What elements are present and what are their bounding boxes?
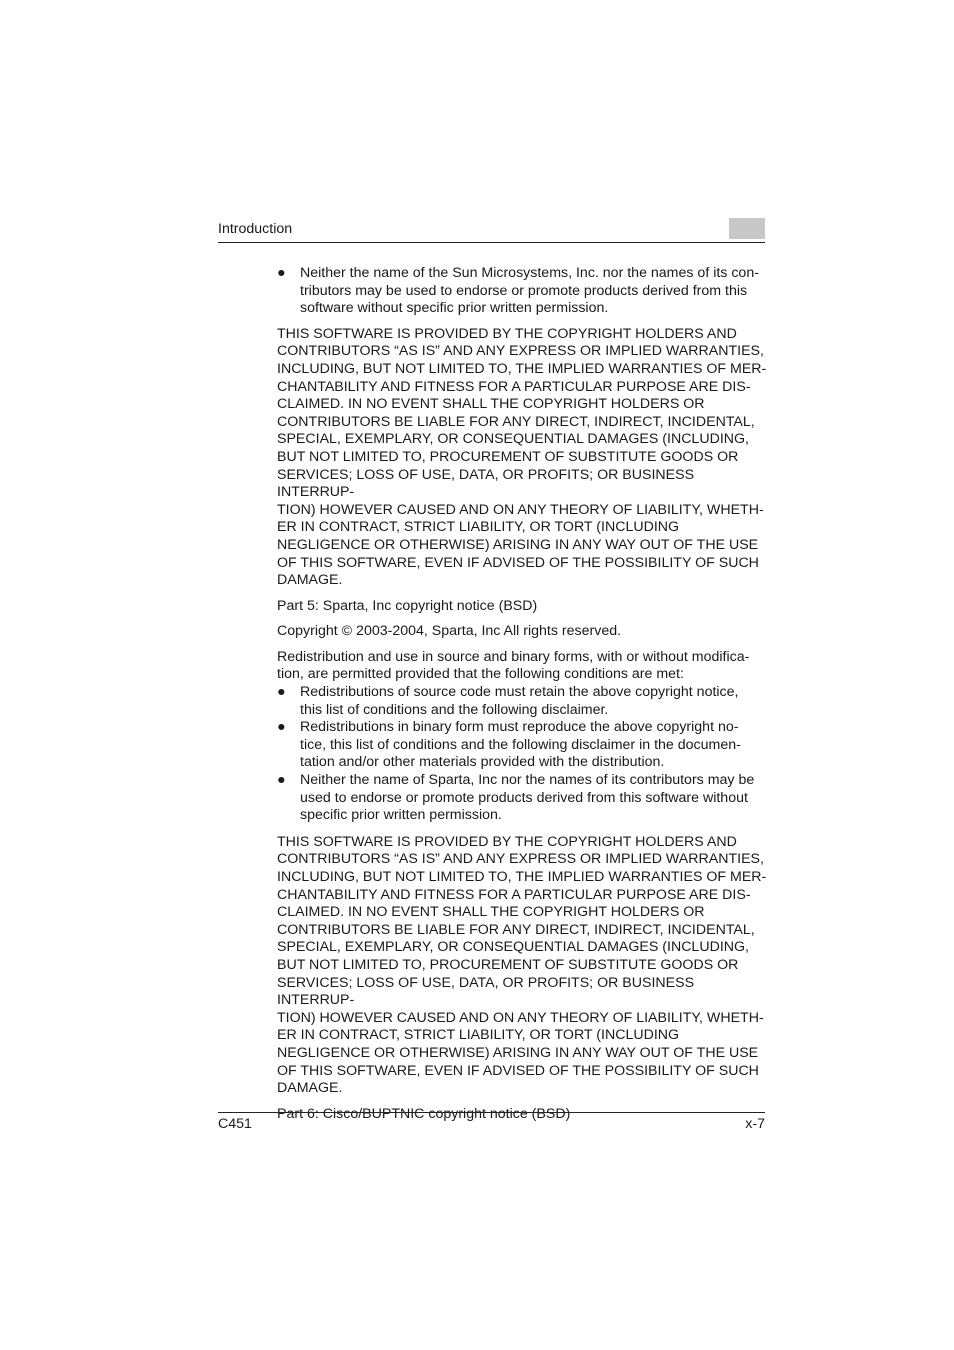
bullet-icon: ● xyxy=(277,719,286,736)
bullet-icon: ● xyxy=(277,772,286,789)
page-content xyxy=(277,265,767,1123)
part5-heading: Part 5: Sparta, Inc copyright notice (BSD) xyxy=(277,597,538,614)
list-item-text: Neither the name of the Sun Microsystems, Inc. nor the names of its con- tributors may be used to endorse or promote products derived from this software without specific prior written permission. xyxy=(300,265,759,317)
part6-heading: Part 6: Cisco/BUPTNIC copyright notice (BSD) xyxy=(277,1105,571,1122)
disclaimer-paragraph: THIS SOFTWARE IS PROVIDED BY THE COPYRIGHT HOLDERS AND CONTRIBUTORS “AS IS” AND ANY EXPRESS OR IMPLIED WARRANTIES, INCLUDING, BUT NOT LIMITED TO, THE IMPLIED WARRANTIES OF MER- CHANTABILITY AND FITNESS FOR A PARTICULAR PURPOSE ARE DIS- CLAIMED. IN NO EVENT SHALL THE COPYRIGHT HOLDERS OR CONTRIBUTORS BE LIABLE FOR ANY DIRECT, INDIRECT, INCIDENTAL, SPECIAL, EXEMPLARY, OR CONSEQUENTIAL DAMAGES (INCLUDING, BUT NOT LIMITED TO, PROCUREMENT OF SUBSTITUTE GOODS OR SERVICES; LOSS OF USE, DATA, OR PROFITS; OR BUSINESS INTERRUP- TION) HOWEVER CAUSED AND ON ANY THEORY OF LIABILITY, WHETH- ER IN CONTRACT, STRICT LIABILITY, OR TORT (INCLUDING NEGLIGENCE OR OTHERWISE) ARISING IN ANY WAY OUT OF THE USE OF THIS SOFTWARE, EVEN IF ADVISED OF THE POSSIBILITY OF SUCH DAMAGE. xyxy=(277,833,767,1097)
bullet-icon: ● xyxy=(277,265,286,281)
header-rule xyxy=(218,242,765,243)
footer-rule xyxy=(218,1112,765,1113)
redistribution-intro: Redistribution and use in source and binary forms, with or without modifica- tion, are permitted provided that the following conditions are met: xyxy=(277,648,750,683)
copyright-line: Copyright © 2003-2004, Sparta, Inc All rights reserved. xyxy=(277,623,622,640)
page-number: x-7 xyxy=(745,1116,765,1132)
chapter-tab xyxy=(729,218,765,239)
list-item xyxy=(277,265,767,318)
list-item xyxy=(277,684,767,719)
bullet-icon: ● xyxy=(277,684,286,701)
list-item-text: Redistributions of source code must retain the above copyright notice, this list of conditions and the following disclaimer. xyxy=(300,684,739,718)
list-item xyxy=(277,772,767,825)
section-title: Introduction xyxy=(218,221,293,237)
list-item xyxy=(277,719,767,772)
disclaimer-paragraph: THIS SOFTWARE IS PROVIDED BY THE COPYRIGHT HOLDERS AND CONTRIBUTORS “AS IS” AND ANY EXPRESS OR IMPLIED WARRANTIES, INCLUDING, BUT NOT LIMITED TO, THE IMPLIED WARRANTIES OF MER- CHANTABILITY AND FITNESS FOR A PARTICULAR PURPOSE ARE DIS- CLAIMED. IN NO EVENT SHALL THE COPYRIGHT HOLDERS OR CONTRIBUTORS BE LIABLE FOR ANY DIRECT, INDIRECT, INCIDENTAL, SPECIAL, EXEMPLARY, OR CONSEQUENTIAL DAMAGES (INCLUDING, BUT NOT LIMITED TO, PROCUREMENT OF SUBSTITUTE GOODS OR SERVICES; LOSS OF USE, DATA, OR PROFITS; OR BUSINESS INTERRUP- TION) HOWEVER CAUSED AND ON ANY THEORY OF LIABILITY, WHETH- ER IN CONTRACT, STRICT LIABILITY, OR TORT (INCLUDING NEGLIGENCE OR OTHERWISE) ARISING IN ANY WAY OUT OF THE USE OF THIS SOFTWARE, EVEN IF ADVISED OF THE POSSIBILITY OF SUCH DAMAGE. xyxy=(277,325,767,589)
footer-model: C451 xyxy=(218,1116,252,1132)
list-item-text: Redistributions in binary form must reproduce the above copyright no- tice, this list of conditions and the following disclaimer in the documen- tation and/or other materials provided with the distribution. xyxy=(300,719,741,771)
list-item-text: Neither the name of Sparta, Inc nor the names of its contributors may be used to endorse or promote products derived from this software without specific prior written permission. xyxy=(300,772,755,824)
